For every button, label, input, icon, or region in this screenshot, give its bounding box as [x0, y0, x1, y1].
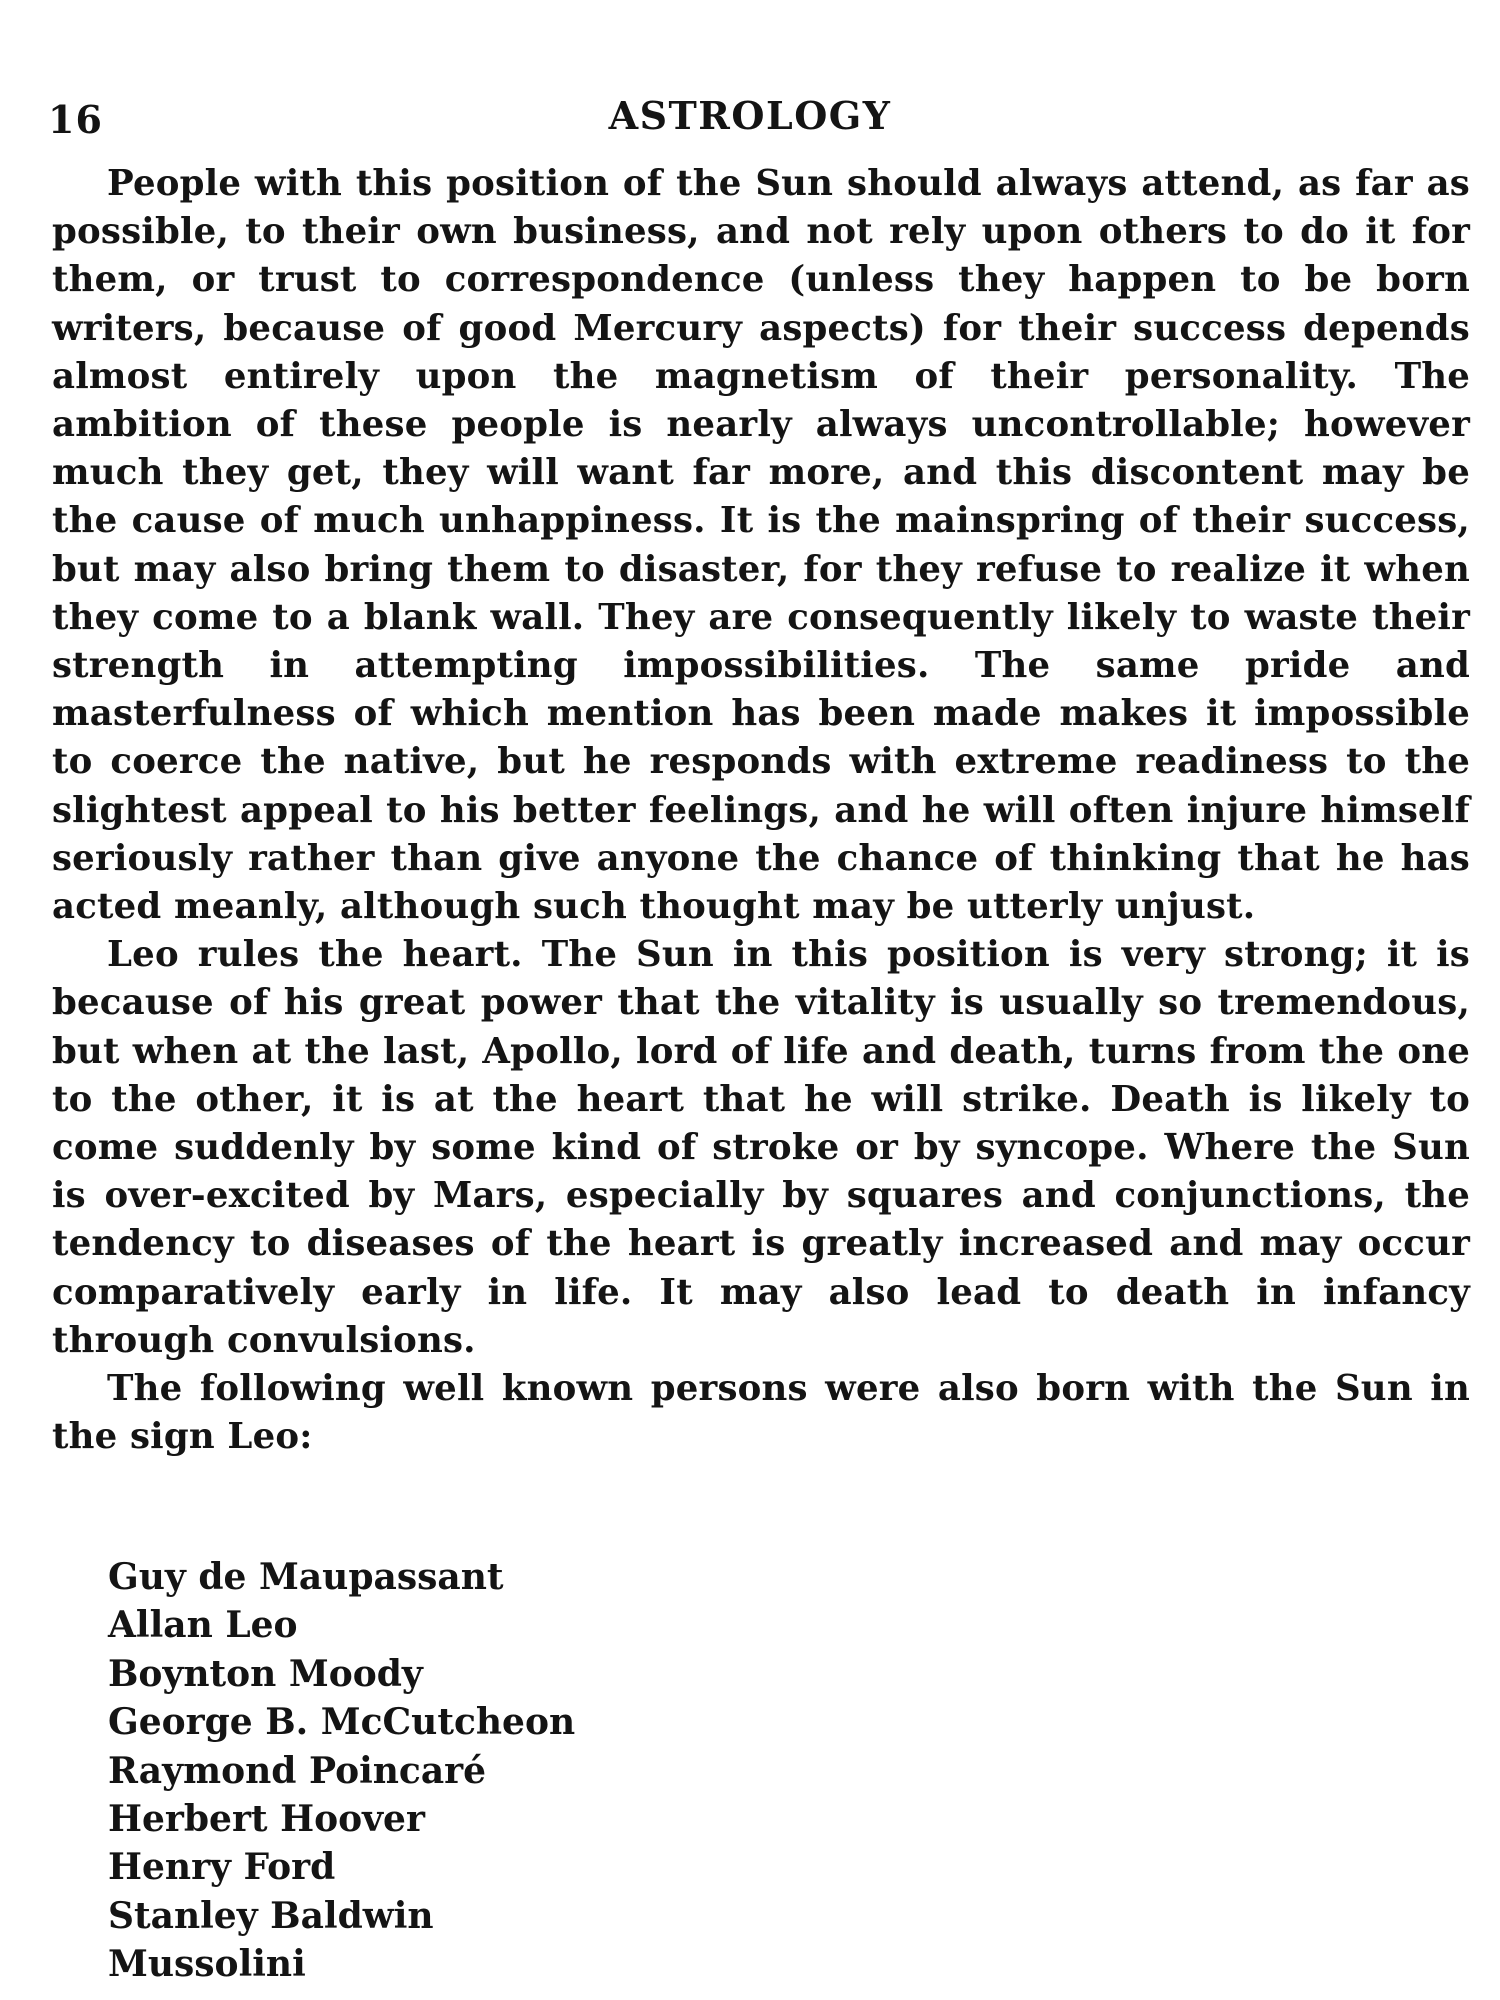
list-item: Boynton Moody — [108, 1652, 423, 1695]
paragraph-sun-position: People with this position of the Sun should always attend, as far as possible, to their own business, and not rely upon others to do it for them, or trust to correspondence (unless they happen to be born writers, because of good Mercury aspects) for their success depends almost entirely upon the magnetism of their personality. The ambition of these people is nearly always uncontrollable; however much they get, they will want far more, and this discontent may be the cause of much unhappiness. It is the mainspring of their success, but may also bring them to disaster, for they refuse to realize it when they come to a blank wall. They are consequently likely to waste their strength in attempting impossibilities. The same pride and masterfulness of which mention has been made makes it impossible to coerce the native, but he responds with extreme readiness to the slightest appeal to his better feelings, and he will often injure himself seriously rather than give anyone the chance of thinking that he has acted meanly, although such thought may be utterly unjust. — [52, 163, 1470, 928]
list-item: Herbert Hoover — [108, 1798, 425, 1841]
list-item: Raymond Poincaré — [108, 1749, 487, 1792]
page-number: 16 — [48, 97, 103, 142]
list-item: Guy de Maupassant — [108, 1556, 504, 1598]
running-title: ASTROLOGY — [608, 93, 892, 138]
list-item: Mussolini — [108, 1943, 306, 1986]
list-item: Stanley Baldwin — [108, 1894, 434, 1937]
list-item: Henry Ford — [108, 1846, 336, 1889]
paragraph-leo-heart: Leo rules the heart. The Sun in this position is very strong; it is because of his great power that the vitality is usually so tremendous, but when at the last, Apollo, lord of life and death, turns from the one to the other, it is at the heart that he will strike. Death is likely to come suddenly by some kind of stroke or by syncope. Where the Sun is over-excited by Mars, especially by squares and conjunctions, the tendency to diseases of the heart is greatly increased and may occur comparatively early in life. It may also lead to death in infancy through convulsions. — [52, 934, 1470, 1361]
list-item: George B. McCutcheon — [108, 1701, 576, 1744]
list-item: Allan Leo — [108, 1604, 298, 1647]
paragraph-well-known-persons: The following well known persons were also born with the Sun in the sign Leo: — [52, 1368, 1470, 1458]
notable-persons-list — [108, 1553, 1008, 1989]
body-text — [52, 160, 1470, 1461]
